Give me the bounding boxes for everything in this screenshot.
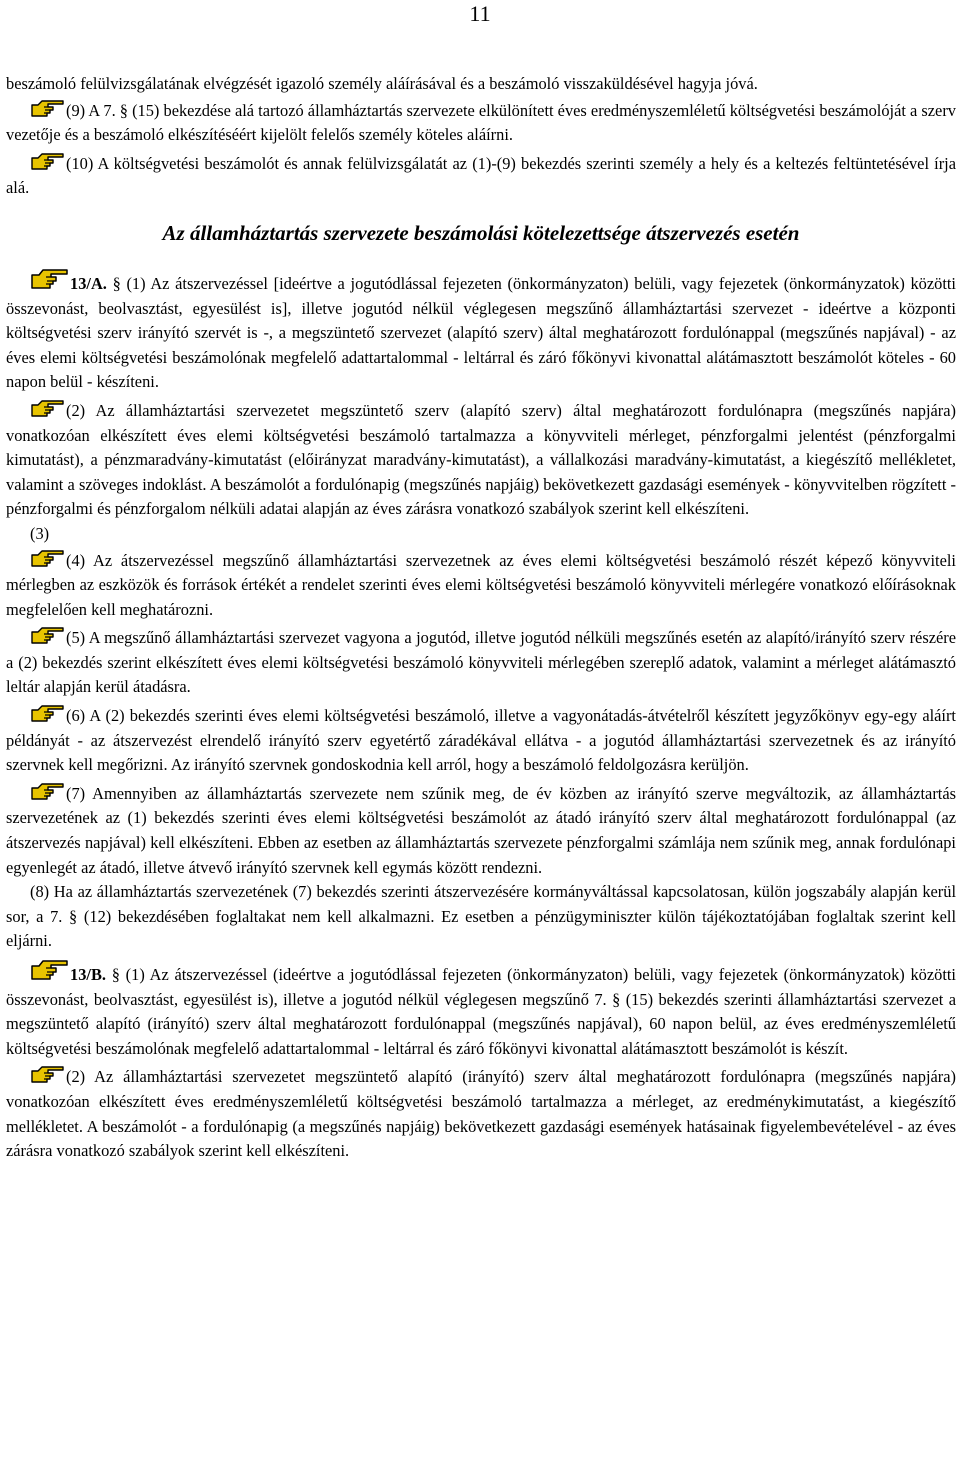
article-13a-paragraph-7: (7) Amennyiben az államháztartás szervezete nem szűnik meg, de év közben az irányító szerve megváltozik, az államháztartás szervezetének az (1) bekezdés szerinti éves elemi költségvetési beszámolót az átadó irányító szerv által meghatározott fordulónappal (az átszervezés napjával) kell elkészíteni. Ebben az esetben az államháztartás szervezete pénzforgalmi számlája nem szűnik meg, annak fordulónapi egyenlegét az átadó, illetve átvevő irányító szervnek kell egymás között rendezni. (6, 780, 956, 880)
section-heading: Az államháztartás szervezete beszámolási kötelezettsége átszervezés esetén (162, 220, 800, 245)
pointing-hand-icon (30, 397, 66, 419)
article-13b-paragraph-1: 13/B. § (1) Az átszervezéssel (ideértve a jogutódlással fejezeten (önkormányzaton) belüli, vagy fejezetek (önkormányzatok) közötti összevonást, beolvasztást, egyesülést is), illetve a jogutód nélkül véglegesen megszűnő 7. § (15) bekezdés szerinti államháztartási szervezet a megszüntető alapító (irányító) szerv által meghatározott fordulónappal (megszűnés napjával), 60 napon belül, az éves eredményszemléletű költségvetési beszámolónak megfelelő adattartalommal - leltárral és záró főkönyvi kivonattal alátámasztott beszámolót is készít. (6, 956, 956, 1061)
article-13a-paragraph-6: (6) A (2) bekezdés szerinti éves elemi költségvetési beszámoló, illetve a vagyonátadás-átvételről készített jegyzőkönyv egy-egy aláírt példányát - az átszervezést elrendelő irányító szerv egyetértő záradékával ellátva - a jogutód államháztartási szervezetnek és az irányító szervnek kell megőrizni. Az irányító szervnek gondoskodnia kell arról, hogy a beszámoló feldolgozásra kerüljön. (6, 702, 956, 778)
pointing-hand-icon (30, 150, 66, 172)
article-13a-paragraph-2: (2) Az államháztartási szervezetet megszüntető szerv (alapító szerv) által meghatározott fordulónapra (megszűnés napjára) vonatkozóan elkészített éves elemi költségvetési beszámoló tartalmazza a könyvviteli mérleget, pénzforgalmi jelentést (pénzforgalmi kimutatást), a pénzmaradvány-kimutatást (előirányzat maradvány-kimutatást), a vállalkozási maradvány-kimutatást, a kiegészítő mellékletet, valamint a szöveges indoklást. A beszámolót a fordulónapig (megszűnés napjáig) bekövetkezett gazdasági események - könyvvitelben rögzített - pénzforgalmi és pénzforgalom nélküli adatai alapján az éves zárásra vonatkozó szabályok szerint kell elkészíteni. (6, 397, 956, 522)
pointing-hand-icon (30, 624, 66, 646)
article-13a-paragraph-3: (3) (30, 523, 50, 543)
page-number: 11 (469, 1, 491, 26)
article-13a-paragraph-4: (4) Az átszervezéssel megszűnő államháztartási szervezetnek az éves elemi költségvetési beszámoló részét képező könyvviteli mérlegben az eszközök és források értékét a rendelet szerinti éves elemi költségvetési beszámoló könyvviteli mérlegére vonatkozó előírásoknak megfelelően kell meghatározni. (6, 547, 956, 623)
paragraph-continuation: beszámoló felülvizsgálatának elvégzését igazoló személy aláírásával és a beszámoló visszaküldésével hagyja jóvá. (6, 74, 758, 93)
pointing-hand-icon (30, 1063, 66, 1085)
paragraph-9: (9) A 7. § (15) bekezdése alá tartozó államháztartás szervezete elkülönített éves eredményszemléletű költségvetési beszámolóját a szerv vezetője és a beszámoló elkészítéséért kijelölt felelős személy köteles aláírni. (6, 97, 956, 148)
paragraph-10: (10) A költségvetési beszámolót és annak felülvizsgálatát az (1)-(9) bekezdés szerinti személy a hely és a keltezés feltüntetésével írja alá. (6, 150, 956, 201)
pointing-hand-icon (30, 97, 66, 119)
pointing-hand-icon (30, 265, 70, 291)
pointing-hand-icon (30, 956, 70, 982)
pointing-hand-icon (30, 702, 66, 724)
article-13a-paragraph-5: (5) A megszűnő államháztartási szervezet vagyona a jogutód, illetve jogutód nélküli megszűnés esetén az alapító/irányító szerv részére a (2) bekezdés szerint elkészített éves elemi költségvetési beszámoló könyvviteli mérlegében szereplő adatok, valamint a mérleget alátámasztó leltár alapján kerül átadásra. (6, 624, 956, 700)
article-13a-paragraph-1: 13/A. § (1) Az átszervezéssel [ideértve a jogutódlással fejezeten (önkormányzaton) belüli, vagy fejezetek (önkormányzatok) közötti összevonást, beolvasztást, egyesülést is], illetve jogutód nélkül véglegesen megszűnő államháztartási szervezet - ideértve a központi költségvetési szerv irányító szervét is -, a megszüntető szervezet (alapító szerv) által meghatározott fordulónappal (megszűnés napjával) - az éves elemi költségvetési beszámolónak megfelelő adattartalommal - leltárral és záró főkönyvi kivonattal alátámasztott beszámolót köteles - 60 napon belül - készíteni. (6, 265, 956, 395)
pointing-hand-icon (30, 547, 66, 569)
article-13b-paragraph-2: (2) Az államháztartási szervezetet megszüntető alapító (irányító) szerv által meghatározott fordulónapra (megszűnés napjára) vonatkozóan elkészített éves eredményszemléletű költségvetési beszámoló tartalmazza a mérleget, az eredménykimutatást, a kiegészítő mellékletet. A beszámolót - a fordulónapig (a megszűnés napjáig) bekövetkezett gazdasági események hatásainak figyelembevételével - az éves zárásra vonatkozó szabályok szerint kell elkészíteni. (6, 1063, 956, 1163)
pointing-hand-icon (30, 780, 66, 802)
article-13a-paragraph-8: (8) Ha az államháztartás szervezetének (7) bekezdés szerinti átszervezésére kormányváltással kapcsolatosan, külön jogszabály alapján kerül sor, a 7. § (12) bekezdésében foglaltakat nem kell alkalmazni. Ez esetben a pénzügyminiszter külön tájékoztatójában foglaltak szerint kell eljárni. (6, 882, 956, 951)
document-body (6, 72, 956, 1164)
